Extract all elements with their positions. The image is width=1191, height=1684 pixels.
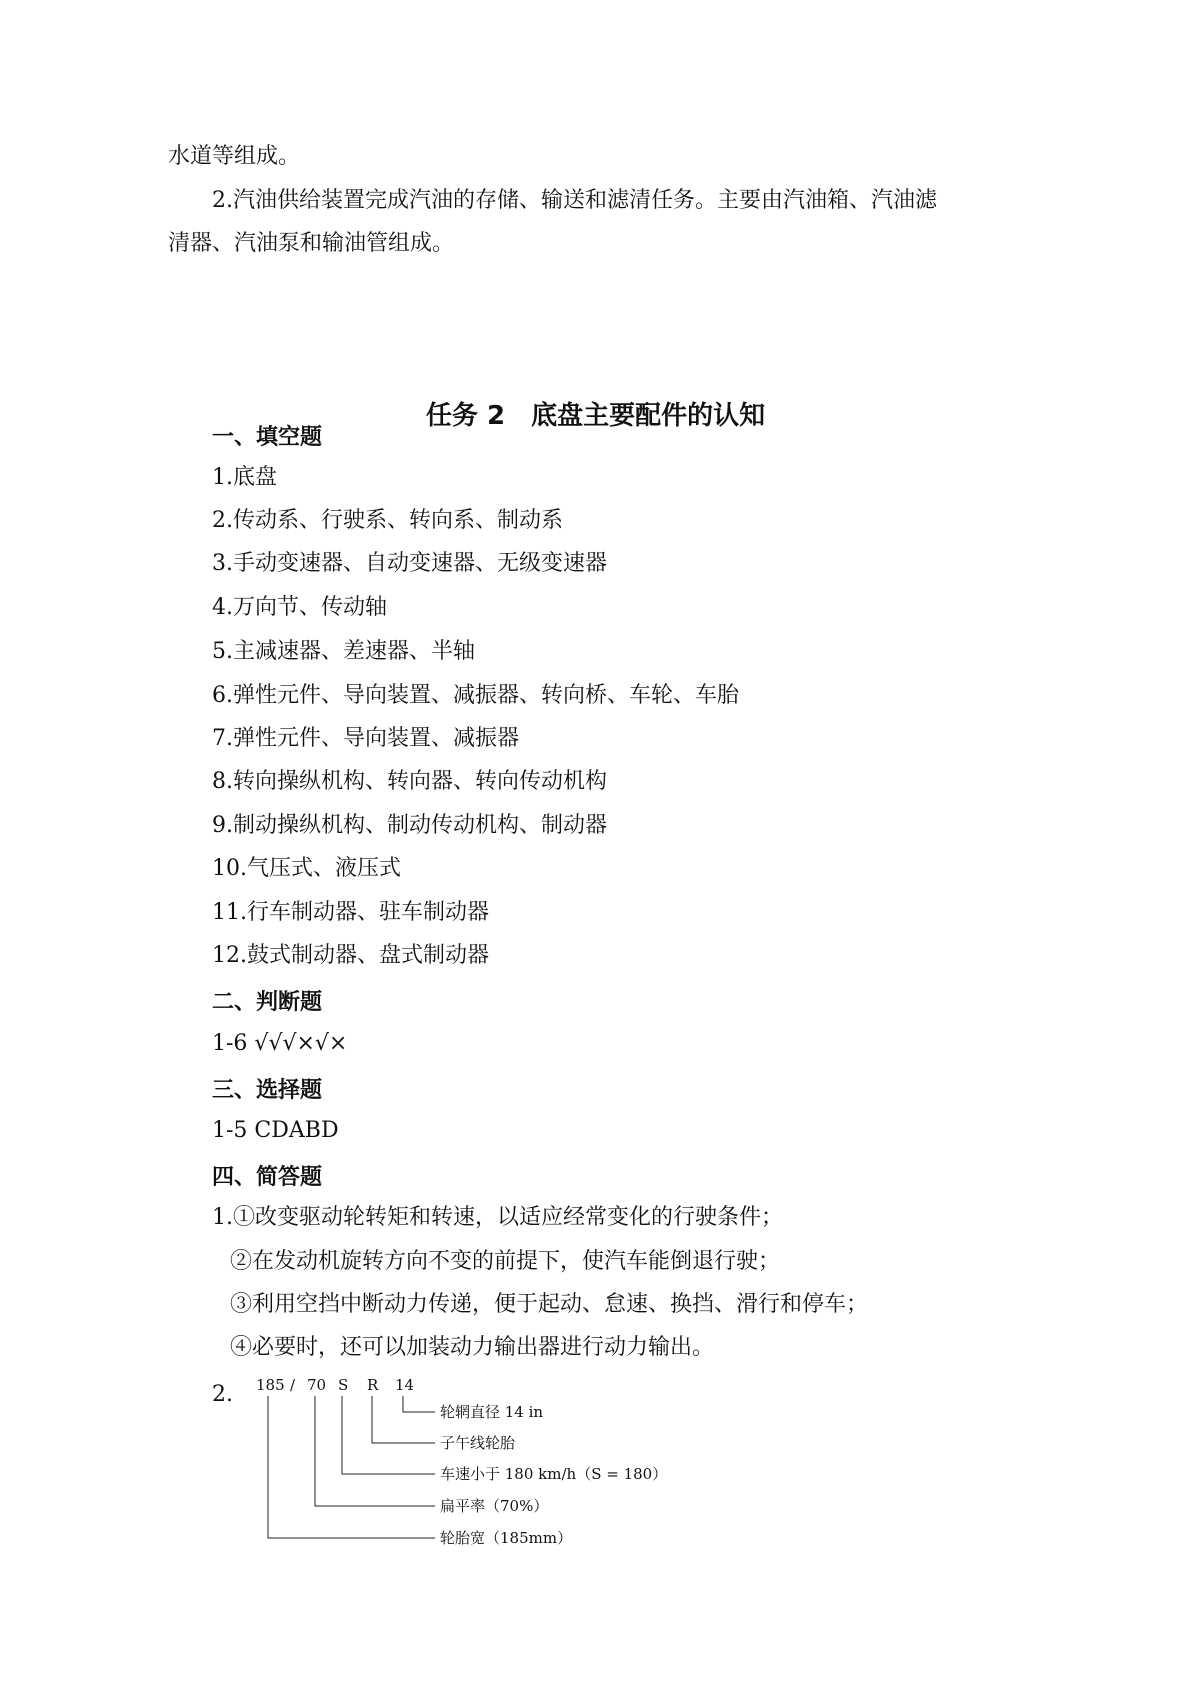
tire-code-slash: / (290, 1376, 296, 1394)
fill-item: 9.制动操纵机构、制动传动机构、制动器 (212, 813, 607, 838)
tire-code-185: 185 (256, 1376, 285, 1394)
short-heading: 四、简答题 (212, 1165, 323, 1190)
task-title: 任务 2 底盘主要配件的认知 (425, 401, 766, 431)
tire-code-14: 14 (395, 1376, 415, 1394)
fill-item: 12.鼓式制动器、盘式制动器 (212, 943, 489, 968)
tire-code-r: R (367, 1376, 379, 1394)
fill-item: 2.传动系、行驶系、转向系、制动系 (212, 508, 563, 533)
fill-item: 6.弹性元件、导向装置、减振器、转向桥、车轮、车胎 (212, 683, 739, 708)
fill-item: 1.底盘 (212, 465, 277, 490)
tire-label-aspect: 扁平率（70%） (440, 1497, 549, 1515)
fill-item: 10.气压式、液压式 (212, 856, 401, 881)
fill-item: 4.万向节、传动轴 (212, 595, 387, 620)
tire-label-rim: 轮辋直径 14 in (440, 1403, 544, 1421)
choice-answer: 1-5 CDABD (212, 1118, 339, 1143)
intro-line-3: 清器、汽油泵和输油管组成。 (168, 231, 455, 256)
intro-line-2: 2.汽油供给装置完成汽油的存储、输送和滤清任务。主要由汽油箱、汽油滤 (212, 188, 937, 213)
short-q2-number: 2. (212, 1382, 233, 1407)
tire-label-radial: 子午线轮胎 (440, 1434, 516, 1452)
tire-label-speed: 车速小于 180 km/h（S = 180） (440, 1465, 668, 1483)
intro-line-1: 水道等组成。 (168, 144, 301, 169)
tire-code-diagram (250, 1370, 770, 1580)
fill-heading: 一、填空题 (212, 425, 323, 450)
short-q1-line: ④必要时，还可以加装动力输出器进行动力输出。 (230, 1335, 715, 1360)
tire-code-s: S (338, 1376, 349, 1394)
fill-item: 8.转向操纵机构、转向器、转向传动机构 (212, 769, 607, 794)
short-q1-line: ③利用空挡中断动力传递，便于起动、怠速、换挡、滑行和停车； (230, 1292, 869, 1317)
tire-code-70: 70 (307, 1376, 327, 1394)
short-q1-line: ②在发动机旋转方向不变的前提下，使汽车能倒退行驶； (230, 1249, 781, 1274)
judge-answer: 1-6 √√√×√× (212, 1031, 348, 1056)
tire-label-width: 轮胎宽（185mm） (440, 1529, 573, 1547)
short-q1-line: 1.①改变驱动轮转矩和转速，以适应经常变化的行驶条件； (212, 1205, 783, 1230)
fill-item: 3.手动变速器、自动变速器、无级变速器 (212, 551, 607, 576)
fill-item: 11.行车制动器、驻车制动器 (212, 900, 489, 925)
fill-item: 5.主减速器、差速器、半轴 (212, 639, 475, 664)
choice-heading: 三、选择题 (212, 1078, 323, 1103)
fill-item: 7.弹性元件、导向装置、减振器 (212, 726, 519, 751)
judge-heading: 二、判断题 (212, 990, 323, 1015)
